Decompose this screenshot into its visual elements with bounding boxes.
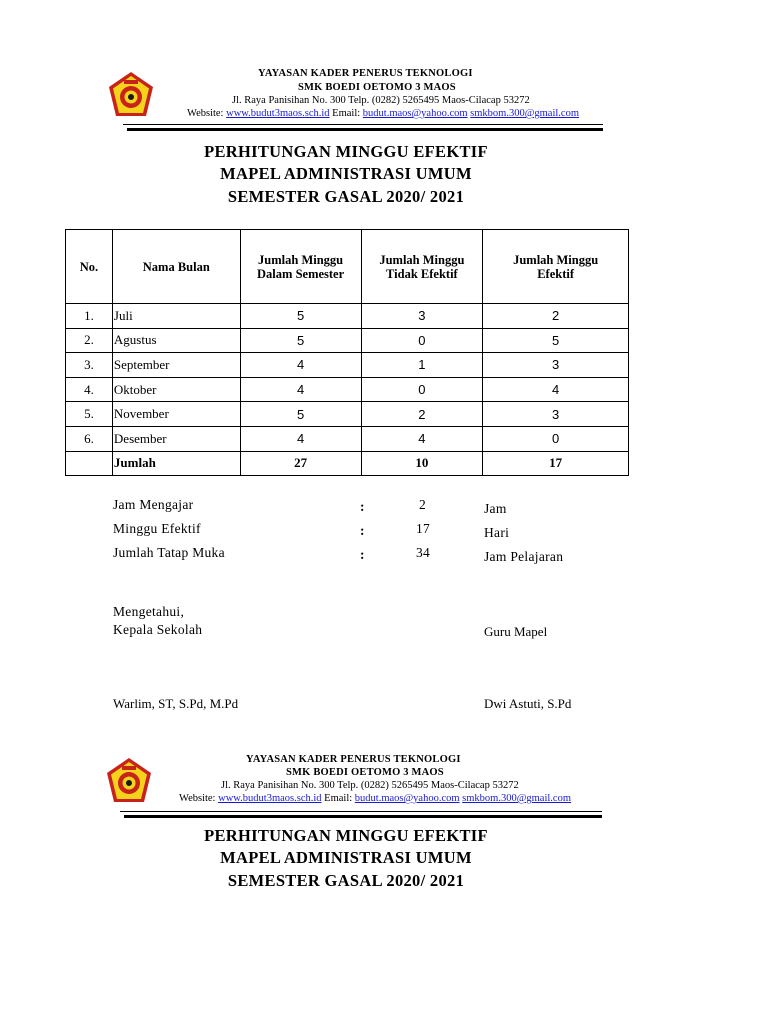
page-title-line1: PERHITUNGAN MINGGU EFEKTIF: [204, 142, 488, 161]
total-tidak: 10: [361, 451, 483, 476]
cell-bulan: Agustus: [112, 328, 240, 353]
letterhead-divider-thin: [120, 811, 602, 812]
header-no: No.: [66, 230, 113, 304]
page-title-line3: SEMESTER GASAL 2020/ 2021: [227, 871, 465, 890]
cell-bulan: Desember: [112, 426, 240, 451]
website-link[interactable]: www.budut3maos.sch.id: [218, 793, 322, 804]
summary-value-jam: 2: [419, 497, 427, 512]
letterhead-divider-thin: [123, 124, 603, 125]
cell-no: 5.: [66, 402, 113, 427]
summary-colon: :: [360, 499, 365, 514]
cell-tidak: 0: [361, 377, 483, 402]
table-header-row: [66, 230, 629, 304]
header-tidak-efektif: Jumlah Minggu Tidak Efektif: [361, 230, 483, 304]
total-label: Jumlah: [112, 451, 240, 476]
email2-link[interactable]: smkbom.300@gmail.com: [462, 793, 572, 804]
summary-value-tatap-muka: 34: [416, 545, 431, 560]
total-efektif: 17: [483, 451, 629, 476]
website-label: Website:: [187, 108, 224, 119]
summary-value-minggu: 17: [416, 521, 431, 536]
header-semester: Jumlah Minggu Dalam Semester: [240, 230, 361, 304]
table-row: [66, 426, 629, 451]
cell-semester: 5: [240, 328, 361, 353]
cell-bulan: November: [112, 402, 240, 427]
cell-no: 2.: [66, 328, 113, 353]
letterhead-address: Jl. Raya Panisihan No. 300 Telp. (0282) 5265495 Maos-Cilacap 53272: [232, 95, 530, 106]
cell-tidak: 1: [361, 353, 483, 378]
email2-link[interactable]: smkbom.300@gmail.com: [470, 108, 580, 119]
header-efektif: Jumlah Minggu Efektif: [483, 230, 629, 304]
page-title-line2: MAPEL ADMINISTRASI UMUM: [220, 848, 472, 867]
effective-weeks-table: [65, 229, 629, 476]
letterhead-divider: [127, 128, 603, 131]
cell-semester: 4: [240, 426, 361, 451]
table-row: [66, 353, 629, 378]
page-title-line3: SEMESTER GASAL 2020/ 2021: [227, 187, 465, 206]
letterhead-address: Jl. Raya Panisihan No. 300 Telp. (0282) 5265495 Maos-Cilacap 53272: [221, 780, 519, 791]
cell-empty: [66, 451, 113, 476]
letterhead-org: YAYASAN KADER PENERUS TEKNOLOGI: [246, 754, 461, 765]
cell-bulan: Oktober: [112, 377, 240, 402]
table-total-row: [66, 451, 629, 476]
cell-no: 3.: [66, 353, 113, 378]
cell-tidak: 0: [361, 328, 483, 353]
cell-tidak: 3: [361, 304, 483, 329]
cell-semester: 5: [240, 304, 361, 329]
signature-kepala-title: Kepala Sekolah: [113, 622, 203, 637]
page-title-line2: MAPEL ADMINISTRASI UMUM: [220, 164, 472, 183]
letterhead-org: YAYASAN KADER PENERUS TEKNOLOGI: [258, 68, 473, 79]
cell-efektif: 4: [483, 377, 629, 402]
table-row: [66, 377, 629, 402]
signature-guru-title: Guru Mapel: [484, 624, 548, 639]
website-label: Website:: [179, 793, 216, 804]
email-link[interactable]: budut.maos@yahoo.com: [362, 108, 468, 119]
letterhead-divider: [124, 815, 602, 818]
table-row: [66, 304, 629, 329]
letterhead-contact: [179, 793, 571, 804]
summary-label-jam: Jam Mengajar: [113, 497, 194, 512]
summary-colon: :: [360, 523, 365, 538]
cell-tidak: 2: [361, 402, 483, 427]
signature-kepala-name: Warlim, ST, S.Pd, M.Pd: [113, 696, 239, 711]
header-bulan: Nama Bulan: [112, 230, 240, 304]
letterhead-school: SMK BOEDI OETOMO 3 MAOS: [298, 82, 456, 93]
page-title-line1: PERHITUNGAN MINGGU EFEKTIF: [204, 826, 488, 845]
cell-efektif: 2: [483, 304, 629, 329]
cell-efektif: 3: [483, 353, 629, 378]
table-row: [66, 328, 629, 353]
cell-bulan: Juli: [112, 304, 240, 329]
cell-bulan: September: [112, 353, 240, 378]
cell-semester: 5: [240, 402, 361, 427]
email-label: Email:: [324, 793, 353, 804]
cell-semester: 4: [240, 377, 361, 402]
cell-no: 1.: [66, 304, 113, 329]
signature-guru-name: Dwi Astuti, S.Pd: [484, 696, 572, 711]
total-semester: 27: [240, 451, 361, 476]
summary-unit-minggu: Hari: [484, 525, 510, 540]
website-link[interactable]: www.budut3maos.sch.id: [226, 108, 330, 119]
email-label: Email:: [332, 108, 361, 119]
school-logo: [106, 70, 156, 120]
summary-unit-jam: Jam: [484, 501, 507, 516]
summary-colon: :: [360, 547, 365, 562]
email-link[interactable]: budut.maos@yahoo.com: [354, 793, 460, 804]
summary-label-minggu: Minggu Efektif: [113, 521, 201, 536]
summary-unit-tatap-muka: Jam Pelajaran: [484, 549, 564, 564]
cell-no: 6.: [66, 426, 113, 451]
cell-tidak: 4: [361, 426, 483, 451]
table-row: [66, 402, 629, 427]
cell-no: 4.: [66, 377, 113, 402]
signature-mengetahui: Mengetahui,: [113, 604, 185, 619]
cell-efektif: 0: [483, 426, 629, 451]
letterhead-school: SMK BOEDI OETOMO 3 MAOS: [286, 767, 444, 778]
cell-efektif: 3: [483, 402, 629, 427]
cell-efektif: 5: [483, 328, 629, 353]
cell-semester: 4: [240, 353, 361, 378]
letterhead-contact: [187, 108, 579, 119]
summary-label-tatap-muka: Jumlah Tatap Muka: [113, 545, 225, 560]
school-logo: [104, 756, 154, 806]
